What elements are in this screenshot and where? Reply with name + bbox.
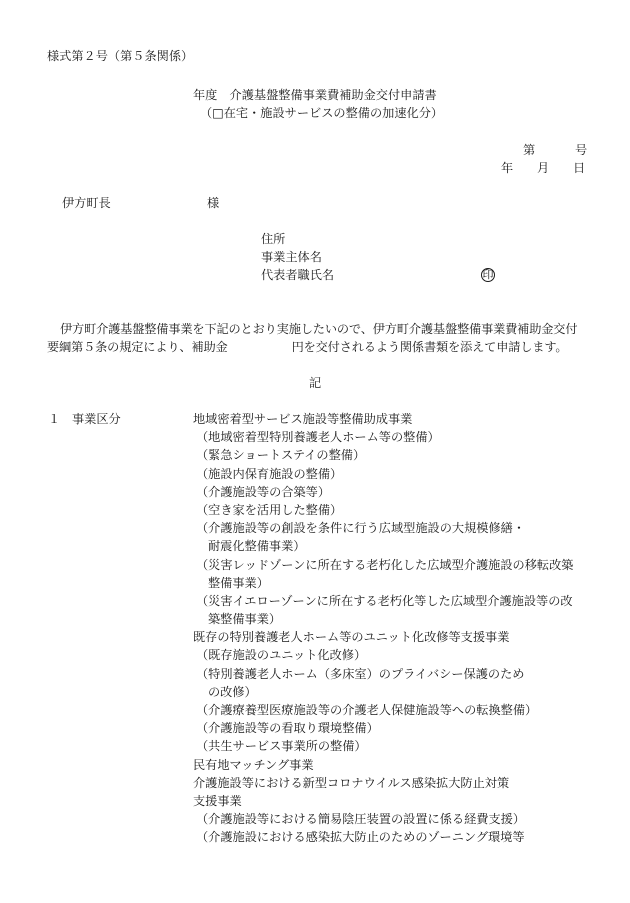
addressee-honorific: 様 bbox=[207, 196, 220, 210]
body-text-before-amount: 要綱第５条の規定により、補助金 bbox=[47, 340, 228, 354]
body-text-after-amount: 円を交付されるよう関係書類を添えて申請します。 bbox=[291, 340, 568, 354]
seal-mark: 印 bbox=[482, 268, 494, 281]
date-day: 日 bbox=[573, 161, 586, 175]
subcategory-item: （介護施設における感染拡大防止のためのゾーニング環境等 bbox=[196, 830, 525, 845]
address-label: 住所 bbox=[261, 232, 286, 246]
doc-number-dai: 第 bbox=[523, 143, 536, 157]
category-item: 地域密着型サービス施設等整備助成事業 bbox=[193, 412, 413, 426]
subcategory-item: （介護施設等の創設を条件に行う広域型施設の大規模修繕・ bbox=[196, 521, 526, 536]
document-title: 年度 介護基盤整備事業費補助金交付申請書 bbox=[193, 88, 437, 102]
subcategory-item: 耐震化整備事業） bbox=[208, 539, 306, 554]
category-item: 支援事業 bbox=[193, 793, 242, 808]
subcategory-item: （施設内保育施設の整備） bbox=[196, 466, 343, 481]
document-subtitle: （□在宅・施設サービスの整備の加速化分） bbox=[200, 106, 444, 120]
date-month: 月 bbox=[537, 161, 550, 175]
subcategory-item: （災害レッドゾーンに所在する老朽化した広域型介護施設の移転改築 bbox=[196, 557, 574, 572]
section-label: 事業区分 bbox=[72, 412, 121, 426]
subcategory-item: の改修） bbox=[208, 684, 257, 699]
ki-heading: 記 bbox=[309, 376, 322, 390]
doc-number-go: 号 bbox=[575, 143, 588, 157]
subcategory-item: （介護施設等の看取り環境整備） bbox=[196, 721, 379, 736]
form-number: 様式第２号（第５条関係） bbox=[47, 49, 194, 63]
entity-name-label: 事業主体名 bbox=[261, 250, 322, 264]
section-number: １ bbox=[48, 412, 61, 426]
subcategory-item: 整備事業） bbox=[208, 575, 269, 590]
addressee-name: 伊方町長 bbox=[62, 196, 111, 210]
body-text-line-2 bbox=[47, 341, 567, 353]
subcategory-item: （空き家を活用した整備） bbox=[196, 502, 343, 517]
subcategory-item: （緊急ショートステイの整備） bbox=[196, 448, 366, 463]
category-item: 民有地マッチング事業 bbox=[193, 757, 314, 772]
project-category-list bbox=[193, 413, 573, 850]
subcategory-item: （介護施設等の合築等） bbox=[196, 484, 331, 499]
representative-label: 代表者職氏名 bbox=[261, 268, 335, 282]
body-text-line-1: 伊方町介護基盤整備事業を下記のとおり実施したいので、伊方町介護基盤整備事業費補助金交付 bbox=[60, 322, 578, 336]
subcategory-item: （特別養護老人ホーム（多床室）のプライバシー保護のため bbox=[196, 666, 525, 681]
subcategory-item: （地域密着型特別養護老人ホーム等の整備） bbox=[196, 430, 440, 445]
subcategory-item: （介護療養型医療施設等の介護老人保健施設等への転換整備） bbox=[196, 703, 538, 717]
category-item: 介護施設等における新型コロナウイルス感染拡大防止対策 bbox=[193, 775, 510, 790]
subcategory-item: （共生サービス事業所の整備） bbox=[196, 739, 367, 754]
subcategory-item: 築整備事業） bbox=[208, 612, 282, 627]
subcategory-item: （災害イエローゾーンに所在する老朽化等した広域型介護施設等の改 bbox=[196, 593, 573, 608]
subcategory-item: （既存施設のユニット化改修） bbox=[196, 648, 367, 663]
date-year: 年 bbox=[501, 161, 514, 175]
subcategory-item: （介護施設等における簡易陰圧装置の設置に係る経費支援） bbox=[196, 812, 526, 827]
category-item: 既存の特別養護老人ホーム等のユニット化改修等支援事業 bbox=[193, 630, 510, 645]
